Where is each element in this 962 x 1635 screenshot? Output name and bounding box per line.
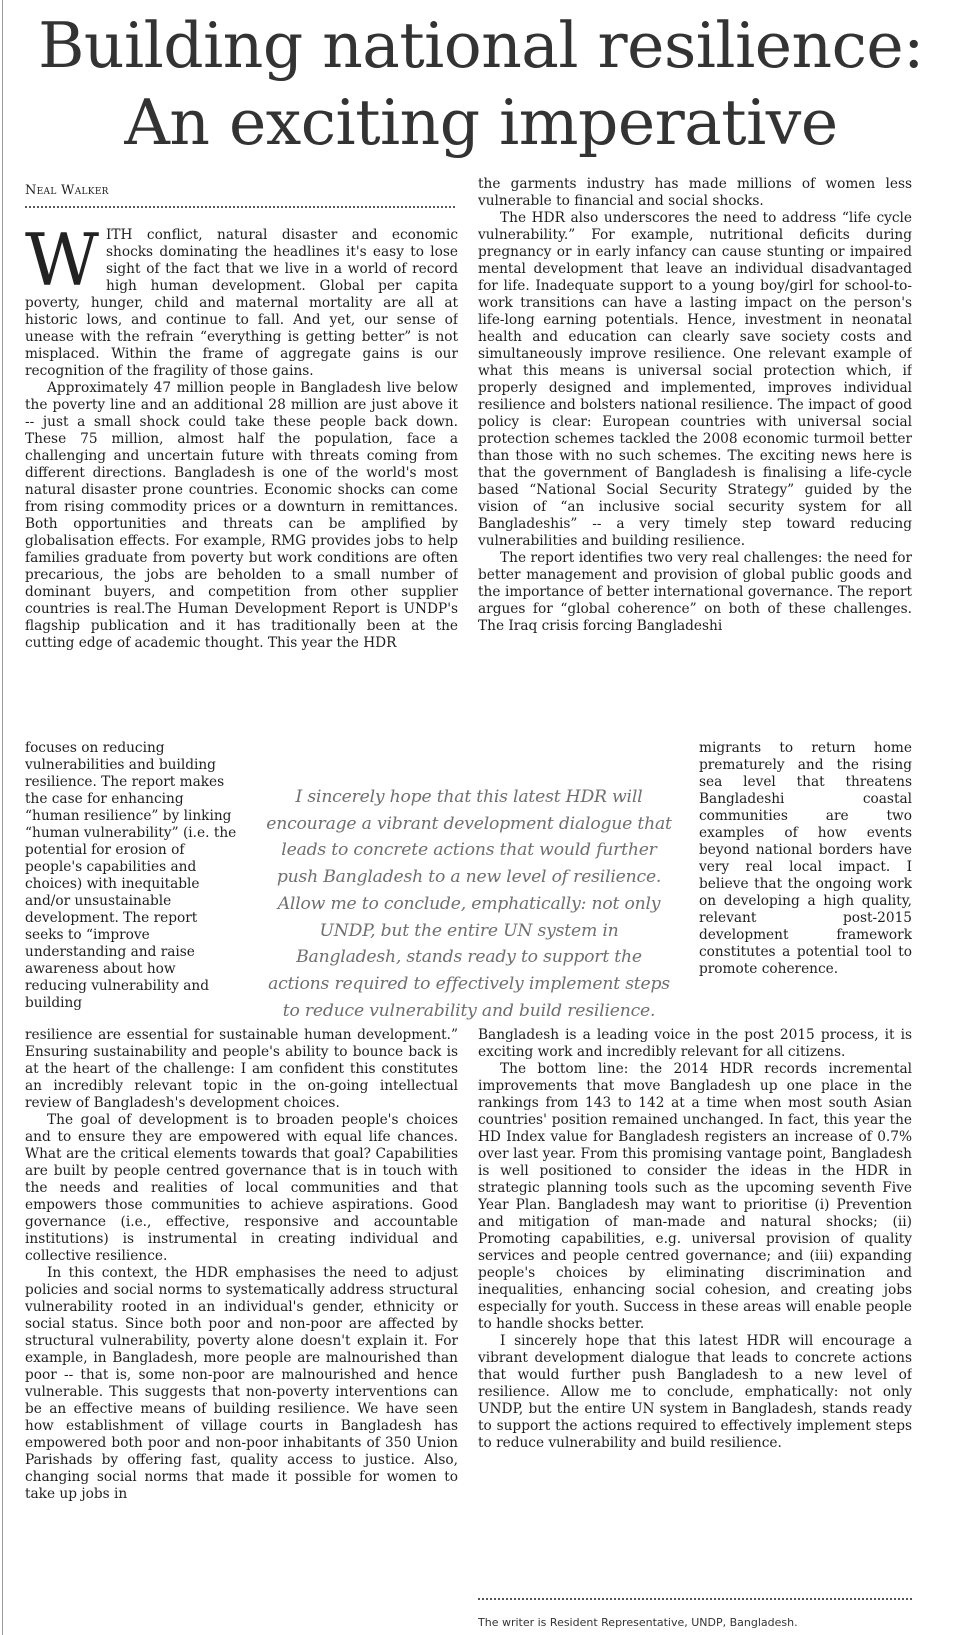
byline-divider <box>25 206 455 208</box>
footer-divider <box>478 1598 912 1600</box>
right-column-top <box>478 176 912 737</box>
byline: Neal Walker <box>25 183 109 198</box>
article-paragraph: I sincerely hope that this latest HDR will encourage a vibrant development dialogue that leads to concrete actions that would further push Bangladesh to a new level of resilience. Allow me to conclude, emphatically: not only UNDP, but the entire UN system in Bangladesh, stands ready to support the actions required to effectively implement steps to reduce vulnerability and build resilience. <box>478 1333 912 1451</box>
article-paragraph: The HDR also underscores the need to address “life cycle vulnerability.” For example, nutritional deficits during pregnancy or in early infancy can cause stunting or impaired mental development that leave an individual disadvantaged for life. Inadequate support to a young boy/girl for school-to-work transitions can have a lasting impact on the person's life-long earning potentials. Hence, investment in neonatal health and education can clearly save society costs and simultaneously improve resilience. One relevant example of what this means is universal social protection which, if properly designed and implemented, improves individual resilience and bolsters national resilience. The impact of good policy is clear: European countries with universal social protection schemes tackled the 2008 economic turmoil better than those with no such schemes. The exciting news here is that the government of Bangladesh is finalising a life-cycle based “National Social Security Strategy” guided by the vision of “an inclusive social security system for all Bangladeshis” -- a very timely step toward reducing vulnerabilities and building resilience. <box>478 210 912 549</box>
article-paragraph: the garments industry has made millions of women less vulnerable to financial and social shocks. <box>478 176 912 209</box>
left-column-top <box>25 227 458 737</box>
left-column-narrow <box>25 740 237 1026</box>
article-paragraph: The goal of development is to broaden people's choices and to ensure they are empowered with equal life chances. What are the critical elements towards that goal? Capabilities are built by people centred governance that is in touch with the needs and realities of local communities and that empowers those communities to achieve aspirations. Good governance (i.e., effective, responsive and accountable institutions) is instrumental in creating individual and collective resilience. <box>25 1112 458 1264</box>
pull-quote-line: Allow me to conclude, emphatically: not only <box>277 893 661 914</box>
right-column-bottom <box>478 1027 912 1592</box>
article-paragraph: resilience are essential for sustainable human development.” Ensuring sustainability and people's ability to bounce back is at the heart of the challenge: I am confident this constitutes an incredibly relevant topic in the on-going intellectual review of Bangladesh's development choices. <box>25 1027 458 1111</box>
article-paragraph: focuses on reducing vulnerabilities and building resilience. The report makes the case for enhancing “human resilience” by linking “human vulnerability” (i.e. the potential for erosion of people's capabilities and choices) with inequitable and/or unsustainable development. The report seeks to “improve understanding and raise awareness about how reducing vulnerability and building <box>25 740 237 1011</box>
article-paragraph: The report identifies two very real challenges: the need for better management and provision of global public goods and the importance of better international governance. The report argues for “global coherence” on both of these challenges. The Iraq crisis forcing Bangladeshi <box>478 550 912 634</box>
author-note: The writer is Resident Representative, UNDP, Bangladesh. <box>478 1616 798 1629</box>
headline-line-1: Building national resilience: <box>38 9 924 82</box>
pull-quote-line: encourage a vibrant development dialogue that <box>266 813 672 834</box>
article-paragraph: WITH conflict, natural disaster and economic shocks dominating the headlines it's easy to lose sight of the fact that we live in a world of record high human development. Global per capita poverty, hunger, child and maternal mortality are all at historic lows, and continue to fall. And yet, our sense of unease with the refrain “everything is getting better” is not misplaced. Within the frame of aggregate gains is our recognition of the fragility of those gains. <box>25 227 458 379</box>
pull-quote-line: I sincerely hope that this latest HDR will <box>295 787 643 807</box>
article-paragraph: Bangladesh is a leading voice in the post 2015 process, it is exciting work and incredibly relevant for all citizens. <box>478 1027 912 1060</box>
right-column-narrow <box>699 740 912 1026</box>
article-paragraph: migrants to return home prematurely and the rising sea level that threatens Bangladeshi coastal communities are two examples of how events beyond national borders have very real local impact. I believe that the ongoing work on developing a high quality, relevant post-2015 development framework constitutes a potential tool to promote coherence. <box>699 740 912 977</box>
pull-quote-line: leads to concrete actions that would further <box>281 840 657 861</box>
article-paragraph: The bottom line: the 2014 HDR records incremental improvements that move Bangladesh up one place in the rankings from 143 to 142 at a time when most south Asian countries' position remained unchanged. In fact, this year the HD Index value for Bangladesh registers an increase of 0.7% over last year. From this promising vantage point, Bangladesh is well positioned to consider the ideas in the HDR in strategic planning tools such as the upcoming seventh Five Year Plan. Bangladesh may want to prioritise (i) Prevention and mitigation of man-made and natural shocks; (ii) Promoting capabilities, e.g. universal provision of quality services and people centred governance; and (iii) expanding people's choices by eliminating discrimination and inequalities, enhancing social cohesion, and creating jobs especially for youth. Success in these areas will enable people to handle shocks better. <box>478 1061 912 1332</box>
drop-cap: W <box>25 227 100 302</box>
article-paragraph: Approximately 47 million people in Bangladesh live below the poverty line and an additional 28 million are just above it -- just a small shock could take these people back down. These 75 million, almost half the population, face a challenging and uncertain future with threats coming from different directions. Bangladesh is one of the world's most natural disaster prone countries. Economic shocks can come from rising commodity prices or a downturn in remittances. Both opportunities and threats can be amplified by globalisation effects. For example, RMG provides jobs to help families graduate from poverty but work conditions are often precarious, the jobs are beholden to a small number of dominant buyers, and competition from other supplier countries is real.The Human Development Report is UNDP's flagship publication and it has traditionally been at the cutting edge of academic thought. This year the HDR <box>25 380 458 651</box>
pull-quote-line: Bangladesh, stands ready to support the <box>296 947 642 968</box>
pull-quote-line: UNDP, but the entire UN system in <box>319 920 619 941</box>
left-column-bottom <box>25 1027 458 1635</box>
pull-quote-line: actions required to effectively implement steps <box>268 973 670 994</box>
pull-quote <box>252 784 686 1024</box>
headline-line-2: An exciting imperative <box>124 86 838 159</box>
pull-quote-line: push Bangladesh to a new level of resilience. <box>276 867 662 888</box>
page-edge-rule <box>2 0 3 1635</box>
pull-quote-line: to reduce vulnerability and build resilience. <box>282 1000 656 1021</box>
article-paragraph: In this context, the HDR emphasises the need to adjust policies and social norms to systematically address structural vulnerability rooted in an individual's gender, ethnicity or social status. Since both poor and non-poor are affected by structural vulnerability, poverty alone doesn't explain it. For example, in Bangladesh, more people are malnourished than poor -- that is, some non-poor are malnourished and hence vulnerable. This suggests that non-poverty interventions can be an effective means of building resilience. We have seen how establishment of village courts in Bangladesh has empowered both poor and non-poor inhabitants of 350 Union Parishads by offering fast, quality access to justice. Also, changing social norms that made it possible for women to take up jobs in <box>25 1265 458 1502</box>
